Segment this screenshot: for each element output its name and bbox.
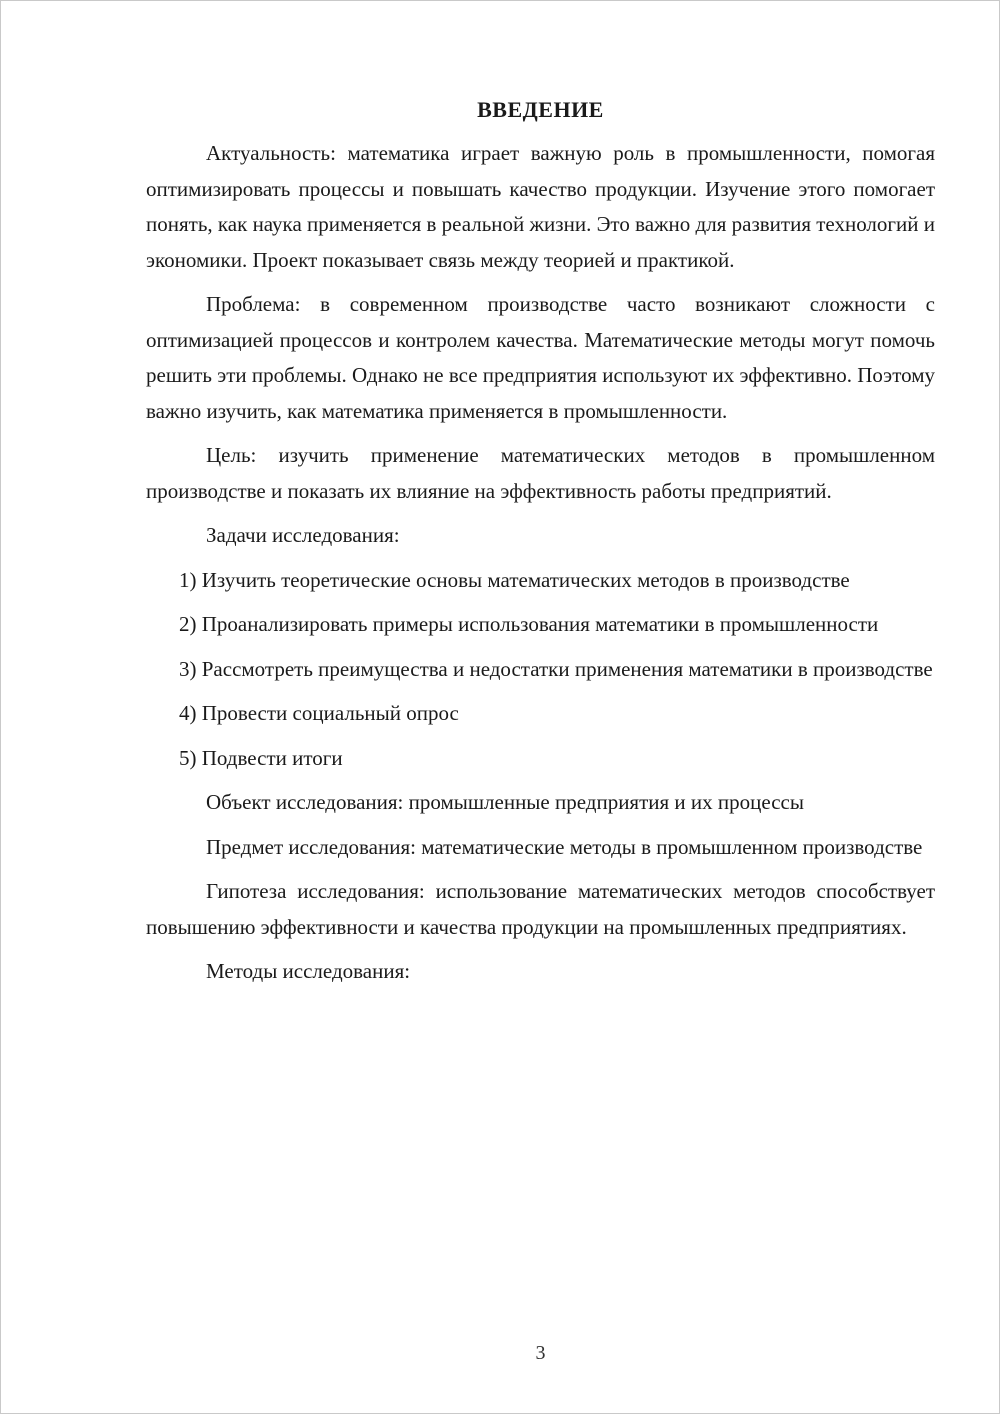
page-title: ВВЕДЕНИЕ [477, 97, 604, 122]
paragraph-aktualnost: Актуальность: математика играет важную роль в промышленности, помогая оптимизировать процессы и повышать качество продукции. Изучение этого помогает понять, как наука применяется в реальной жизни. Это важно для развития технологий и экономики. Проект показывает связь между теорией и практикой. [146, 141, 935, 272]
paragraph-zadachi-heading: Задачи исследования: [206, 523, 400, 547]
list-item-5: 5) Подвести итоги [179, 745, 343, 770]
paragraph-obekt: Объект исследования: промышленные предприятия и их процессы [206, 790, 804, 814]
list-item-2: 2) Проанализировать примеры использования математики в промышленности [179, 612, 879, 636]
list-item-4: 4) Провести социальный опрос [179, 701, 459, 725]
list-item-1: 1) Изучить теоретические основы математических методов в производстве [179, 567, 850, 592]
list-item-3: 3) Рассмотреть преимущества и недостатки применения математики в производстве [179, 656, 933, 681]
paragraph-predmet: Предмет исследования: математические методы в промышленном производстве [206, 834, 923, 859]
page-number: 3 [535, 1342, 546, 1364]
paragraph-gipoteza: Гипотеза исследования: использование математических методов способствует повышению эффективности и качества продукции на промышленных предприятиях. [146, 879, 935, 939]
paragraph-tsel: Цель: изучить применение математических методов в промышленном производстве и показать их влияние на эффективность работы предприятий. [146, 443, 935, 503]
paragraph-metody-heading: Методы исследования: [206, 959, 411, 983]
paragraph-problema: Проблема: в современном производстве часто возникают сложности с оптимизацией процессов и контролем качества. Математические методы могут помочь решить эти проблемы. Однако не все предприятия используют их эффективно. Поэтому важно изучить, как математика применяется в промышленности. [146, 292, 935, 423]
page-content [146, 96, 935, 999]
